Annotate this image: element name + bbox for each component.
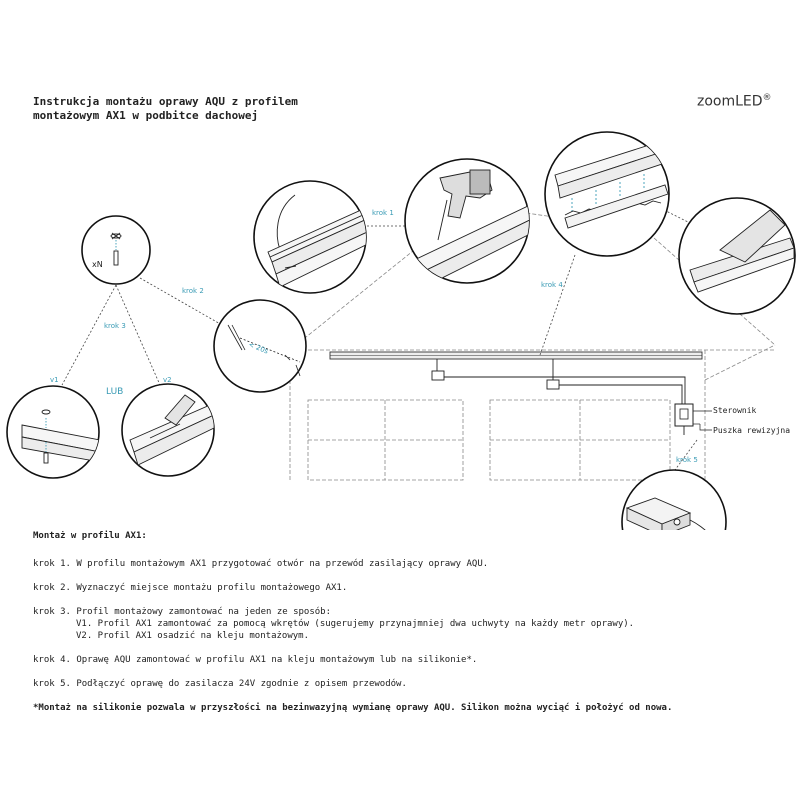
controller-label: Sterownik (713, 406, 757, 415)
step-label-3: krok 3 (104, 322, 126, 330)
inspection-box-label: Puszka rewizyjna (713, 426, 791, 435)
detail-step1-profile (254, 181, 376, 293)
title-line-2: montażowym AX1 w podbitce dachowej (33, 109, 259, 122)
detail-step2-measure (214, 300, 306, 392)
window-left (308, 400, 463, 480)
detail-variant1-screws (7, 386, 100, 478)
instruction-step-4: krok 4. Oprawę AQU zamontować w profilu AX1 na kleju montażowym lub na silikonie*. (33, 655, 478, 665)
detail-step4-luminaire (545, 132, 669, 256)
measure-label: < 20s (247, 340, 270, 356)
instruction-step-3-v1: V1. Profil AX1 zamontować za pomocą wkrętów (sugerujemy przynajmniej dwa uchwyty na każdy metr oprawy). (76, 619, 635, 629)
detail-screws (82, 216, 150, 284)
connector-right (547, 380, 559, 389)
instruction-step-3-main: krok 3. Profil montażowy zamontować na jeden ze sposób: (33, 607, 332, 617)
instruction-step-2: krok 2. Wyznaczyć miejsce montażu profilu montażowego AX1. (33, 583, 348, 593)
variant-label-v2: v2 (163, 376, 172, 384)
or-label: LUB (106, 387, 124, 397)
detail-variant2-glue (122, 384, 214, 476)
step-label-1: krok 1 (372, 209, 394, 217)
instruction-step-3 (33, 606, 773, 642)
wiring (437, 359, 685, 405)
step-label-2: krok 2 (182, 287, 204, 295)
instruction-step-5: krok 5. Podłączyć oprawę do zasilacza 24V zgodnie z opisem przewodów. (33, 679, 407, 689)
brand-registered-mark: ® (762, 93, 772, 103)
instructions-heading: Montaż w profilu AX1: (33, 531, 147, 541)
quantity-label: xN (92, 260, 103, 269)
detail-drilling (405, 159, 534, 290)
step-label-5: krok 5 (676, 456, 698, 464)
variant-label-v1: v1 (50, 376, 59, 384)
title-line-1: Instrukcja montażu oprawy AQU z profilem (33, 95, 298, 108)
controller-module (680, 409, 688, 419)
detail-step5-power-supply (622, 470, 726, 530)
instructions-section (33, 530, 773, 714)
connector-left (432, 371, 444, 380)
step-label-4: krok 4 (541, 281, 563, 289)
instruction-step-3-v2: V2. Profil AX1 osadzić na kleju montażowym. (76, 631, 309, 641)
instruction-note: *Montaż na silikonie pozwala w przyszłości na bezinwazyjną wymianę oprawy AQU. Silikon można wyciąć i położyć od nowa. (33, 703, 673, 713)
instruction-step-1: krok 1. W profilu montażowym AX1 przygotować otwór na przewód zasilający oprawy AQU. (33, 559, 489, 569)
detail-glue (679, 198, 795, 314)
brand-name: zoomLED (697, 93, 763, 110)
aqu-profile-installed (330, 352, 702, 359)
